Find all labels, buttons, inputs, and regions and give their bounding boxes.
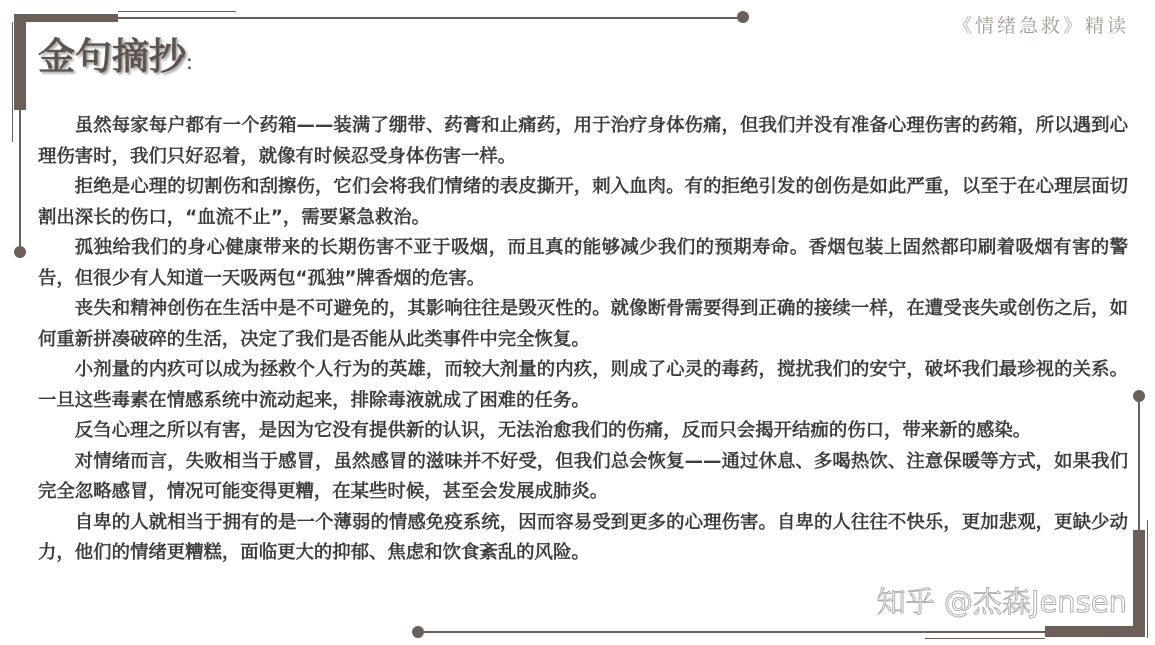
frame-right-line bbox=[1138, 398, 1140, 632]
quote-paragraph: 小剂量的内疚可以成为拯救个人行为的英雄，而较大剂量的内疚，则成了心灵的毒药，搅扰我们的安宁，破坏我们最珍视的关系。一旦这些毒素在情感系统中流动起来，排除毒液就成了困难的任务。 bbox=[38, 359, 1128, 411]
frame-top-line bbox=[118, 17, 743, 19]
quote-paragraph: 丧失和精神创伤在生活中是不可避免的，其影响往往是毁灭性的。就像断骨需要得到正确的接续一样，在遭受丧失或创伤之后，如何重新拼凑破碎的生活，决定了我们是否能从此类事件中完全恢复。 bbox=[38, 298, 1128, 350]
frame-left-line bbox=[19, 22, 21, 254]
frame-bottom-thin-line bbox=[925, 638, 1045, 639]
frame-right-dot bbox=[1133, 390, 1145, 402]
quote-paragraph: 虽然每家每户都有一个药箱——装满了绷带、药膏和止痛药，用于治疗身体伤痛，但我们并没有准备心理伤害的药箱，所以遇到心理伤害时，我们只好忍着，就像有时候忍受身体伤害一样。 bbox=[38, 115, 1128, 167]
section-heading bbox=[38, 26, 193, 80]
frame-corner-bottom-right-horizontal bbox=[1045, 626, 1145, 637]
frame-left-thin-line bbox=[12, 22, 13, 142]
quote-paragraph: 自卑的人就相当于拥有的是一个薄弱的情感免疫系统，因而容易受到更多的心理伤害。自卑的人往往不快乐，更加悲观，更缺少动力，他们的情绪更糟糕，面临更大的抑郁、焦虑和饮食紊乱的风险。 bbox=[38, 511, 1128, 563]
frame-bottom-dot bbox=[412, 626, 424, 638]
section-heading-colon: : bbox=[186, 50, 193, 74]
frame-top-thin-line bbox=[118, 11, 236, 12]
section-heading-text: 金句摘抄 bbox=[38, 35, 186, 78]
quote-paragraph: 拒绝是心理的切割伤和刮擦伤，它们会将我们情绪的表皮撕开，刺入血肉。有的拒绝引发的创伤是如此严重，以至于在心理层面切割出深长的伤口，“血流不止”，需要紧急救治。 bbox=[38, 176, 1128, 228]
quote-list bbox=[38, 111, 1128, 569]
frame-right-thin-line bbox=[1147, 520, 1148, 638]
book-title: 《情绪急救》精读 bbox=[952, 15, 1129, 37]
zhihu-watermark: 知乎 @杰森Jensen bbox=[876, 585, 1127, 619]
quote-paragraph: 孤独给我们的身心健康带来的长期伤害不亚于吸烟，而且真的能够减少我们的预期寿命。香烟包装上固然都印刷着吸烟有害的警告，但很少有人知道一天吸两包“孤独”牌香烟的危害。 bbox=[38, 237, 1128, 289]
quote-paragraph: 对情绪而言，失败相当于感冒，虽然感冒的滋味并不好受，但我们总会恢复——通过休息、多喝热饮、注意保暖等方式，如果我们完全忽略感冒，情况可能变得更糟，在某些时候，甚至会发展成肺炎。 bbox=[38, 450, 1128, 502]
quote-paragraph: 反刍心理之所以有害，是因为它没有提供新的认识，无法治愈我们的伤痛，反而只会揭开结痂的伤口，带来新的感染。 bbox=[74, 420, 1032, 441]
frame-corner-top-left-horizontal bbox=[14, 14, 118, 22]
frame-left-dot bbox=[14, 246, 26, 258]
frame-top-dot bbox=[737, 11, 749, 23]
frame-bottom-line bbox=[420, 631, 1045, 633]
